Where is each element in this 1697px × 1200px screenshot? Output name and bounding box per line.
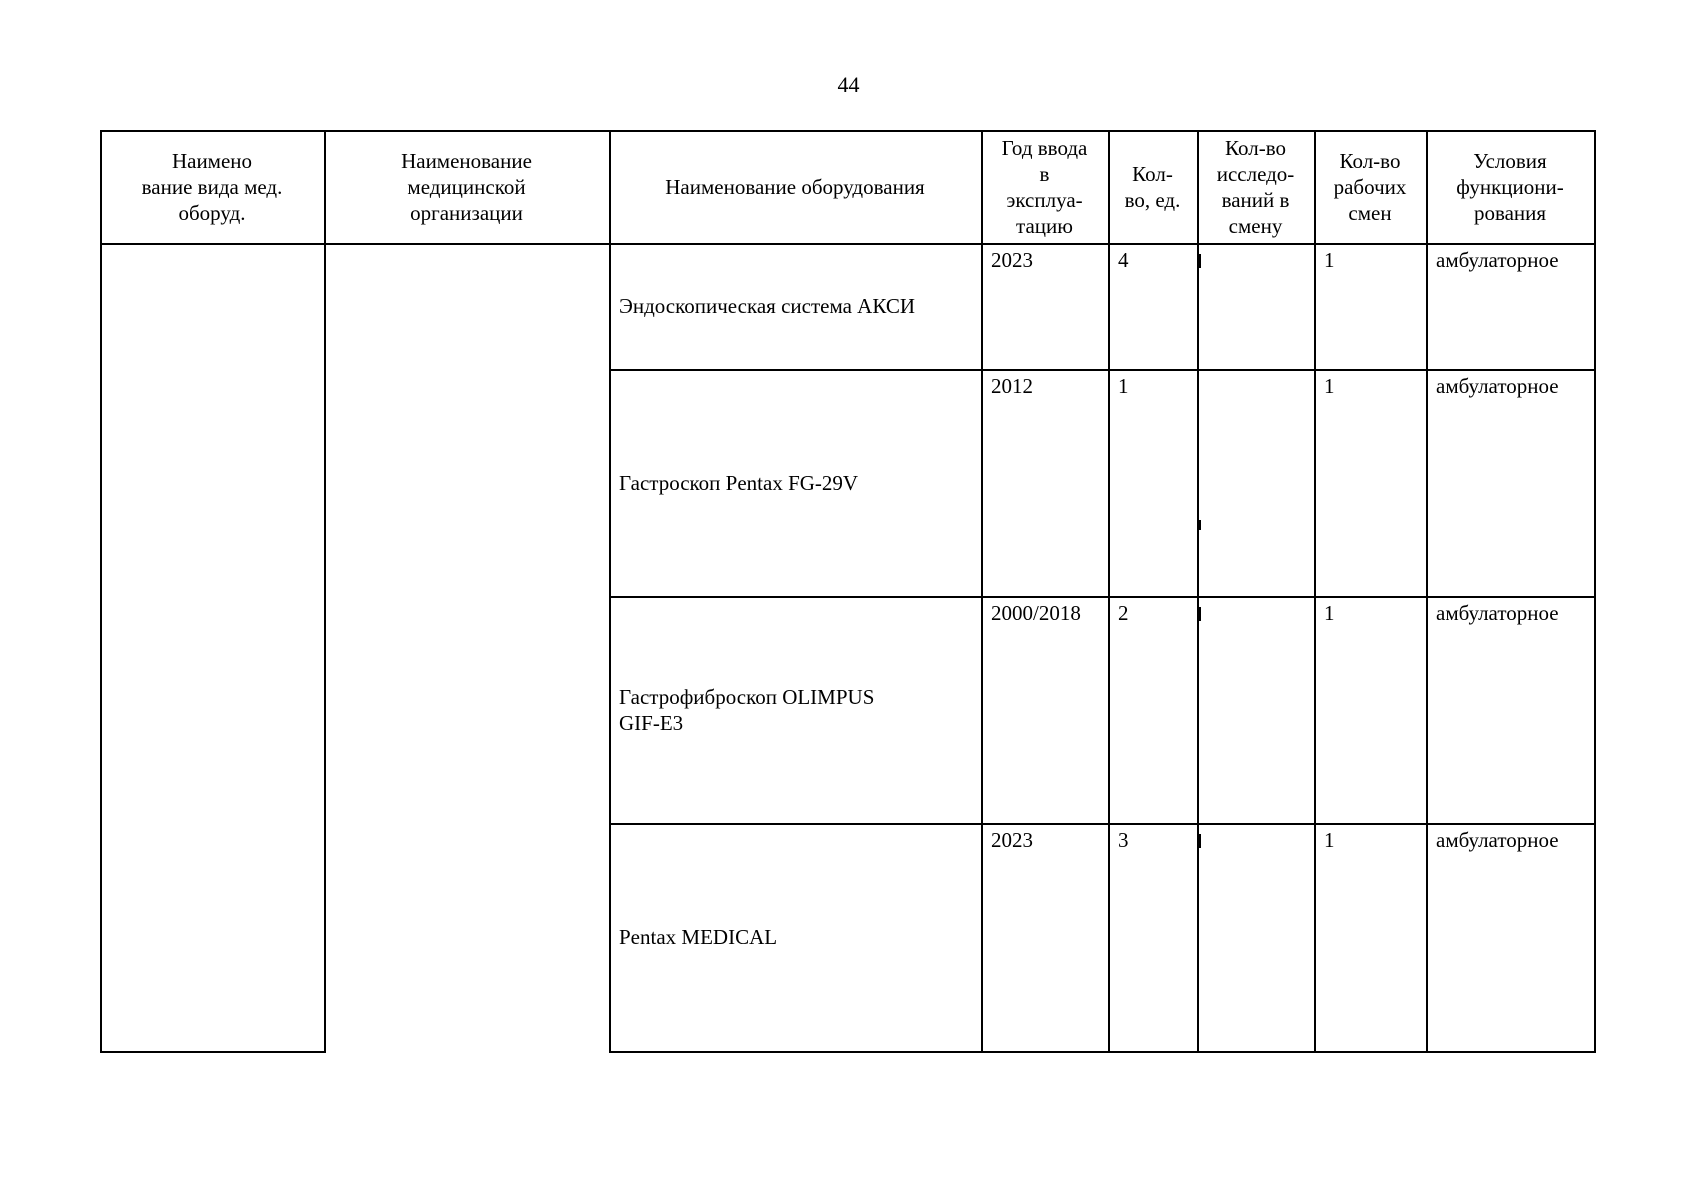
table-row-4-shifts: 1 (1324, 828, 1335, 852)
header-line: медицинской (407, 174, 526, 199)
table-row-1-conditions: амбулаторное (1436, 248, 1559, 272)
header-line: Год ввода (1001, 135, 1088, 160)
table-row-4-studies (1197, 823, 1314, 1051)
equipment-name: GIF-E3 (619, 710, 684, 735)
header-line: Кол- (1132, 161, 1173, 186)
table-row-2-qty: 1 (1118, 374, 1129, 398)
header-line: рования (1473, 200, 1547, 225)
table-row-4-year: 2023 (991, 828, 1033, 852)
scan-mark (1199, 254, 1201, 268)
header-line: Кол-во (1225, 135, 1286, 160)
table-row-4-conditions: амбулаторное (1436, 828, 1559, 852)
header-studies-per-shift (1197, 130, 1314, 243)
table-row-2-equipment (609, 369, 981, 596)
header-organization (324, 130, 609, 243)
table-border-bottom-left (100, 1051, 326, 1053)
equipment-name: Эндоскопическая система АКСИ (619, 294, 915, 318)
row-separator (609, 823, 1596, 825)
header-line: в (1039, 161, 1050, 186)
col-border (1426, 130, 1428, 1053)
header-line: во, ед. (1124, 187, 1181, 212)
col-border (1314, 130, 1316, 1053)
header-shifts (1314, 130, 1426, 243)
scan-mark (1199, 520, 1201, 530)
table-row-1-studies (1197, 243, 1314, 369)
equipment-type-cell (100, 243, 324, 1051)
col-border (1108, 130, 1110, 1053)
table-row-1-qty: 4 (1118, 248, 1129, 272)
header-line: рабочих (1333, 174, 1407, 199)
scan-mark (1199, 607, 1201, 621)
table-border-bottom-right (609, 1051, 1596, 1053)
table-row-1-shifts: 1 (1324, 248, 1335, 272)
equipment-table (100, 130, 1597, 1053)
table-row-1-equipment (609, 243, 981, 369)
row-separator (609, 596, 1596, 598)
scan-mark (1199, 834, 1201, 848)
col-border (324, 130, 326, 1053)
table-row-2-studies (1197, 369, 1314, 596)
header-line: смену (1228, 213, 1283, 238)
organization-cell (324, 243, 609, 1051)
header-equipment-type (100, 130, 324, 243)
table-row-2-year: 2012 (991, 374, 1033, 398)
page-number: 44 (837, 72, 860, 97)
table-row-2-conditions: амбулаторное (1436, 374, 1559, 398)
table-row-4-qty: 3 (1118, 828, 1129, 852)
header-line: Кол-во (1339, 148, 1401, 173)
header-line: исследо- (1216, 161, 1295, 186)
col-border (100, 130, 102, 1053)
header-line: вание вида мед. (141, 174, 283, 199)
table-row-3-qty: 2 (1118, 601, 1129, 625)
header-line: функциони- (1456, 174, 1564, 199)
header-quantity (1108, 130, 1197, 243)
col-border (981, 130, 983, 1053)
header-line: ваний в (1221, 187, 1290, 212)
col-border (1594, 130, 1596, 1053)
header-line: эксплуа- (1006, 187, 1083, 212)
header-equipment-name (609, 130, 981, 243)
header-line: организации (410, 200, 523, 225)
header-line: тацию (1016, 213, 1073, 238)
header-conditions (1426, 130, 1594, 243)
table-row-3-year: 2000/2018 (991, 601, 1081, 625)
row-separator (609, 369, 1596, 371)
table-row-4-equipment (609, 823, 981, 1051)
col-border (1197, 130, 1199, 1053)
header-year (981, 130, 1108, 243)
table-row-3-conditions: амбулаторное (1436, 601, 1559, 625)
header-line: Условия (1473, 148, 1547, 173)
col-border (609, 130, 611, 1053)
table-row-3-studies (1197, 596, 1314, 823)
table-row-1-year: 2023 (991, 248, 1033, 272)
equipment-name: Гастроскоп Pentax FG-29V (619, 470, 859, 495)
equipment-name: Гастрофиброскоп OLIMPUS (619, 684, 875, 709)
table-row-3-equipment (609, 596, 981, 823)
table-row-2-shifts: 1 (1324, 374, 1335, 398)
equipment-name: Pentax MEDICAL (619, 925, 778, 949)
header-line: оборуд. (178, 200, 246, 225)
header-line: Наименование оборудования (665, 174, 925, 199)
header-line: смен (1348, 200, 1392, 225)
header-line: Наимено (171, 148, 253, 173)
table-row-3-shifts: 1 (1324, 601, 1335, 625)
header-line: Наименование (401, 148, 532, 173)
